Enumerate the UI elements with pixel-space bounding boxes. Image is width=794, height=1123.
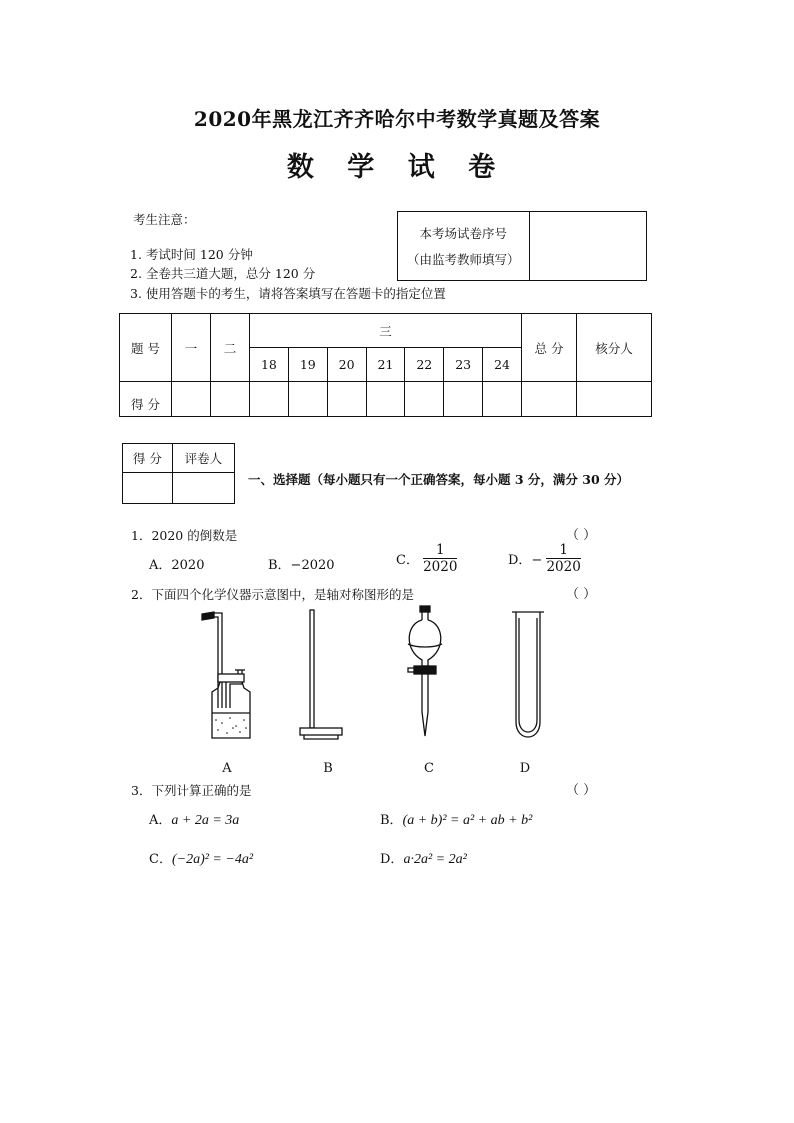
note-item-3: 3. 使用答题卡的考生，请将答案填写在答题卡的指定位置 [130, 286, 446, 301]
score-row-label: 得 分 [120, 382, 172, 417]
q2-figure-label-b: B [323, 761, 333, 776]
serial-number-box [397, 211, 647, 281]
serial-number-cell[interactable] [529, 212, 646, 281]
fraction-denominator: 2020 [546, 559, 581, 576]
separatory-funnel-figure [400, 604, 450, 744]
q2-figure-label-a: A [222, 761, 232, 776]
note-item-2: 2. 全卷共三道大题，总分 120 分 [130, 266, 316, 281]
grader-name-label: 评卷人 [172, 444, 234, 473]
q1-option-c-label: C． [396, 553, 419, 569]
q3-option-c-expression: (−2a)² = −4a² [171, 852, 254, 867]
q3-option-b [380, 809, 532, 829]
q3-option-b-label: B． [380, 813, 403, 828]
fraction-numerator: 1 [546, 543, 580, 559]
col-total: 总 分 [522, 314, 577, 382]
serial-label-line1: 本考场试卷序号 [398, 212, 530, 247]
score-table [119, 313, 652, 417]
q1-option-d-fraction [546, 543, 580, 574]
score-cell[interactable] [172, 382, 211, 417]
question-3-text: 3．下列计算正确的是 [131, 783, 252, 798]
q1-option-d-label: D．− [508, 553, 543, 569]
exam-subject-title: 数 学 试 卷 [286, 152, 508, 183]
section-one-heading: 一、选择题（每小题只有一个正确答案，每小题 3 分，满分 30 分） [248, 472, 630, 487]
notes-heading: 考生注意： [133, 212, 196, 227]
score-cell[interactable] [211, 382, 250, 417]
q1-option-b: B．−2020 [268, 558, 335, 573]
col-section-three: 三 [250, 314, 522, 348]
fraction-numerator: 1 [423, 543, 457, 559]
q3-option-a-expression: a + 2a = 3a [171, 813, 240, 828]
score-cell[interactable] [288, 382, 327, 417]
q3-option-d-expression: a·2a² = 2a² [403, 852, 467, 867]
sub-col-23: 23 [444, 348, 483, 382]
q1-option-c [396, 543, 457, 574]
document-title: 2020年黑龙江齐齐哈尔中考数学真题及答案 [193, 107, 601, 131]
iron-stand-figure [296, 608, 346, 743]
q1-option-c-fraction [423, 543, 457, 574]
fraction-denominator: 2020 [423, 559, 458, 576]
score-cell[interactable] [522, 382, 577, 417]
question-1-answer-paren: （ ） [566, 528, 597, 543]
col-section-one: 一 [172, 314, 211, 382]
gas-washing-bottle-figure [200, 608, 260, 743]
sub-col-20: 20 [327, 348, 366, 382]
score-cell[interactable] [405, 382, 444, 417]
question-2-answer-paren: （ ） [566, 587, 597, 602]
test-tube-figure [508, 608, 548, 743]
score-cell[interactable] [483, 382, 522, 417]
question-3-answer-paren: （ ） [566, 783, 597, 798]
q3-option-c-label: C． [149, 852, 172, 867]
sub-col-24: 24 [483, 348, 522, 382]
score-cell[interactable] [250, 382, 289, 417]
grader-score-label: 得 分 [123, 444, 173, 473]
sub-col-21: 21 [366, 348, 405, 382]
col-section-two: 二 [211, 314, 250, 382]
q3-option-d-label: D． [380, 852, 404, 867]
q3-option-c [149, 848, 253, 868]
note-item-1: 1. 考试时间 120 分钟 [130, 247, 253, 262]
question-1-text: 1．2020 的倒数是 [131, 528, 238, 543]
q2-figure-label-d: D [519, 761, 531, 776]
score-cell[interactable] [327, 382, 366, 417]
q3-option-a-label: A． [149, 813, 172, 828]
grader-box [122, 443, 235, 504]
q3-option-a [149, 809, 239, 829]
q2-figure-label-c: C [424, 761, 434, 776]
score-cell[interactable] [444, 382, 483, 417]
serial-label-line2: （由监考教师填写） [398, 246, 530, 281]
question-number-label: 题 号 [120, 314, 172, 382]
grader-score-cell[interactable] [123, 473, 173, 504]
question-2-text: 2．下面四个化学仪器示意图中，是轴对称图形的是 [131, 587, 414, 602]
score-cell[interactable] [366, 382, 405, 417]
q1-option-d [508, 543, 581, 574]
score-cell[interactable] [577, 382, 652, 417]
sub-col-18: 18 [250, 348, 289, 382]
sub-col-22: 22 [405, 348, 444, 382]
q3-option-d [380, 848, 467, 868]
col-checker: 核分人 [577, 314, 652, 382]
sub-col-19: 19 [288, 348, 327, 382]
grader-name-cell[interactable] [172, 473, 234, 504]
q1-option-a: A．2020 [149, 558, 205, 573]
q3-option-b-expression: (a + b)² = a² + ab + b² [402, 813, 533, 828]
